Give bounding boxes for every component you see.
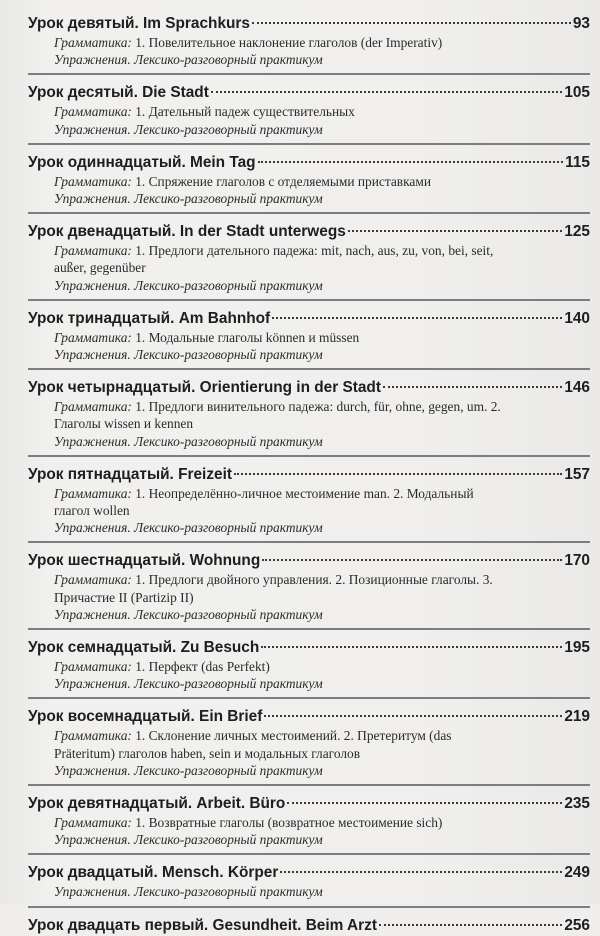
lesson-title: Урок двенадцатый. In der Stadt unterwegs <box>28 223 346 241</box>
grammar-line <box>28 727 590 744</box>
divider <box>28 541 590 543</box>
grammar-text: Präteritum) глаголов haben, sein и модальных глаголов <box>54 745 361 761</box>
toc-entry-header <box>28 222 590 242</box>
exercises-line: Упражнения. Лексико-разговорный практикум <box>54 520 323 536</box>
grammar-text: глагол wollen <box>54 503 130 519</box>
dot-leader <box>211 91 562 93</box>
lesson-title: Урок четырнадцатый. Orientierung in der Stadt <box>28 379 381 397</box>
dot-leader <box>234 473 562 475</box>
page-number: 249 <box>564 864 590 882</box>
exercises-line: Упражнения. Лексико-разговорный практикум <box>54 121 323 137</box>
page-number: 157 <box>564 465 590 483</box>
grammar-label: Грамматика: <box>54 104 132 120</box>
grammar-label: Грамматика: <box>54 728 132 744</box>
toc-entry-header <box>28 378 590 398</box>
divider <box>28 212 590 214</box>
grammar-line <box>28 329 590 346</box>
grammar-label: Грамматика: <box>54 35 132 50</box>
dot-leader <box>262 559 562 561</box>
divider <box>28 455 590 457</box>
grammar-label: Грамматика: <box>54 659 132 675</box>
lesson-title: Урок девятнадцатый. Arbeit. Büro <box>28 795 286 813</box>
divider <box>28 368 590 370</box>
toc-entry-header <box>28 309 590 329</box>
page-number: 219 <box>564 708 590 726</box>
toc-entry <box>28 551 590 630</box>
grammar-line <box>28 103 590 120</box>
grammar-line <box>28 34 590 51</box>
divider <box>28 784 590 786</box>
grammar-text: 1. Спряжение глаголов с отделяемыми приставками <box>131 173 431 189</box>
lesson-title: Урок девятый. Im Sprachkurs <box>28 15 250 32</box>
divider <box>28 906 590 908</box>
toc-entry-header <box>28 14 590 34</box>
divider <box>28 853 590 855</box>
toc-entry <box>28 222 590 301</box>
toc-entry <box>28 153 590 214</box>
grammar-line <box>28 502 590 519</box>
page-number: 105 <box>564 84 590 102</box>
lesson-title: Урок одиннадцатый. Mein Tag <box>28 153 256 171</box>
dot-leader <box>264 715 562 717</box>
dot-leader <box>287 802 562 804</box>
page-number: 115 <box>565 153 590 171</box>
grammar-line <box>28 415 590 432</box>
grammar-text: 1. Дательный падеж существительных <box>131 104 355 120</box>
toc-entry-header <box>28 465 590 485</box>
toc-entry <box>28 707 590 786</box>
toc-entry <box>28 465 590 544</box>
exercises-line: Упражнения. Лексико-разговорный практикум <box>54 191 323 207</box>
dot-leader <box>261 646 562 648</box>
grammar-text: 1. Склонение личных местоимений. 2. Претеритум (das <box>131 728 452 744</box>
lesson-title: Урок семнадцатый. Zu Besuch <box>28 639 260 657</box>
exercises-line: Упражнения. Лексико-разговорный практикум <box>54 676 323 692</box>
page-number: 140 <box>564 309 590 327</box>
exercises-line: Упражнения. Лексико-разговорный практикум <box>54 762 323 778</box>
dot-leader <box>258 161 564 163</box>
lesson-title: Урок пятнадцатый. Freizeit <box>28 465 232 483</box>
dot-leader <box>272 317 562 319</box>
toc-entry-header <box>28 638 590 658</box>
dot-leader <box>252 22 571 24</box>
grammar-line <box>28 745 590 762</box>
grammar-text: Причастие II (Partizip II) <box>54 589 194 605</box>
exercises-line: Упражнения. Лексико-разговорный практикум <box>54 347 323 363</box>
grammar-text: außer, gegenüber <box>54 260 146 276</box>
grammar-line <box>28 242 590 259</box>
toc-entry <box>28 14 590 75</box>
grammar-label: Грамматика: <box>54 399 132 415</box>
page-number: 93 <box>572 15 590 32</box>
exercises-line: Упражнения. Лексико-разговорный практикум <box>54 277 323 293</box>
toc-entry <box>28 863 590 907</box>
divider <box>28 628 590 630</box>
toc-entry-header <box>28 863 590 883</box>
page-number: 195 <box>564 639 590 657</box>
exercises-line: Упражнения. Лексико-разговорный практикум <box>54 52 323 68</box>
toc-entry <box>28 309 590 370</box>
exercises-line: Упражнения. Лексико-разговорный практикум <box>54 832 323 848</box>
dot-leader <box>379 924 562 926</box>
grammar-text: 1. Предлоги двойного управления. 2. Позиционные глаголы. 3. <box>131 572 493 588</box>
page-number: 146 <box>564 379 590 397</box>
grammar-label: Грамматика: <box>54 815 132 831</box>
grammar-line <box>28 658 590 675</box>
exercises-line: Упражнения. Лексико-разговорный практикум <box>54 433 323 449</box>
grammar-line <box>28 571 590 588</box>
grammar-line <box>28 589 590 606</box>
toc-entry-header <box>28 916 590 936</box>
divider <box>28 73 590 75</box>
lesson-title: Урок двадцать первый. Gesundheit. Beim Arzt <box>28 916 377 934</box>
exercises-line: Упражнения. Лексико-разговорный практикум <box>54 606 323 622</box>
divider <box>28 143 590 145</box>
grammar-label: Грамматика: <box>54 243 132 259</box>
grammar-line <box>28 173 590 190</box>
grammar-label: Грамматика: <box>54 485 132 501</box>
toc-entry-header <box>28 153 590 173</box>
divider <box>28 697 590 699</box>
lesson-title: Урок десятый. Die Stadt <box>28 84 209 102</box>
grammar-label: Грамматика: <box>54 329 132 345</box>
toc-entry <box>28 916 590 936</box>
toc-entry <box>28 83 590 144</box>
grammar-label: Грамматика: <box>54 572 132 588</box>
grammar-text: 1. Модальные глаголы können и müssen <box>131 329 360 345</box>
grammar-text: 1. Возвратные глаголы (возвратное местоимение sich) <box>131 815 443 831</box>
lesson-title: Урок шестнадцатый. Wohnung <box>28 552 261 570</box>
dot-leader <box>383 386 562 388</box>
table-of-contents <box>28 14 590 936</box>
exercises-line: Упражнения. Лексико-разговорный практикум <box>54 884 323 900</box>
lesson-title: Урок восемнадцатый. Ein Brief <box>28 708 263 726</box>
toc-entry-header <box>28 551 590 571</box>
toc-entry-header <box>28 794 590 814</box>
grammar-text: 1. Неопределённо-личное местоимение man. 2. Модальный <box>131 485 474 501</box>
grammar-line <box>28 259 590 276</box>
grammar-text: 1. Предлоги винительного падежа: durch, für, ohne, gegen, um. 2. <box>131 399 501 415</box>
toc-entry <box>28 378 590 457</box>
dot-leader <box>280 871 562 873</box>
grammar-text: Глаголы wissen и kennen <box>54 416 194 432</box>
grammar-line <box>28 485 590 502</box>
toc-entry-header <box>28 707 590 727</box>
toc-entry <box>28 794 590 855</box>
toc-entry <box>28 638 590 699</box>
lesson-title: Урок тринадцатый. Am Bahnhof <box>28 309 271 327</box>
grammar-text: 1. Повелительное наклонение глаголов (der Imperativ) <box>131 35 443 50</box>
grammar-label: Грамматика: <box>54 173 132 189</box>
page-number: 235 <box>564 795 590 813</box>
dot-leader <box>348 230 563 232</box>
toc-entry-header <box>28 83 590 103</box>
grammar-text: 1. Предлоги дательного падежа: mit, nach, aus, zu, von, bei, seit, <box>131 243 494 259</box>
page-number: 125 <box>564 223 590 241</box>
page-number: 170 <box>564 552 590 570</box>
grammar-text: 1. Перфект (das Perfekt) <box>131 659 270 675</box>
grammar-line <box>28 814 590 831</box>
divider <box>28 299 590 301</box>
grammar-line <box>28 398 590 415</box>
lesson-title: Урок двадцатый. Mensch. Körper <box>28 864 279 882</box>
page-number: 256 <box>564 916 590 934</box>
